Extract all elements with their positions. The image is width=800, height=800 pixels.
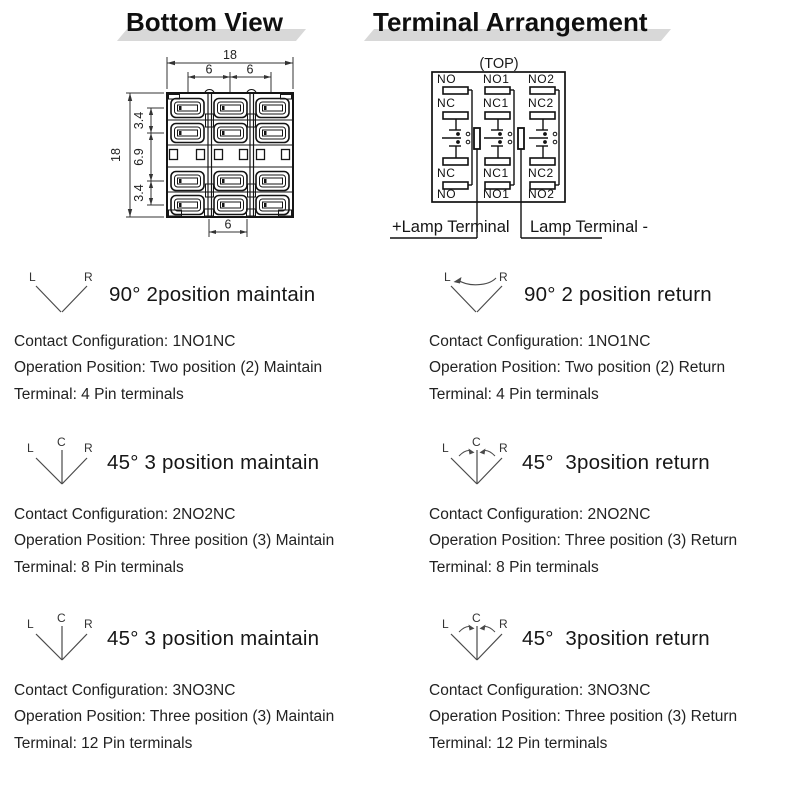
label-no-bot-2: NO1 (483, 187, 510, 201)
terminal-count: Terminal: 4 Pin terminals (14, 385, 184, 403)
bottom-view-heading: Bottom View (122, 5, 287, 40)
spec-45deg-3pos-return-3no3nc (429, 612, 737, 757)
bottom-view-diagram (95, 46, 315, 246)
icon-label-r: R (499, 617, 508, 631)
dim-row-mid: 6.9 (132, 148, 146, 166)
lever-3position-return-icon (439, 436, 515, 488)
terminal-arrangement-diagram (378, 50, 668, 246)
icon-label-r: R (499, 441, 508, 455)
spec-title: 45° 3position return (522, 451, 710, 474)
icon-label-l: L (444, 270, 451, 284)
operation-position: Operation Position: Three position (3) Maintain (14, 708, 335, 726)
operation-position: Operation Position: Three position (3) Maintain (14, 532, 335, 550)
spec-title: 90° 2position maintain (109, 283, 316, 306)
icon-label-r: R (84, 441, 93, 455)
spec-title: 45° 3 position maintain (107, 451, 320, 474)
label-nc-top-1: NC (437, 96, 456, 110)
icon-label-l: L (27, 617, 34, 631)
label-nc-top-2: NC1 (483, 96, 509, 110)
label-nc-bot-3: NC2 (528, 166, 554, 180)
lever-2position-maintain-icon (24, 268, 102, 318)
contact-configuration: Contact Configuration: 1NO1NC (429, 333, 651, 350)
top-label: (TOP) (479, 56, 519, 72)
terminal-arrangement-heading: Terminal Arrangement (369, 5, 652, 40)
icon-label-r: R (499, 270, 508, 284)
operation-position: Operation Position: Two position (2) Return (429, 359, 726, 377)
lever-3position-maintain-icon (24, 436, 100, 488)
dim-row-b: 3.4 (132, 184, 146, 202)
icon-label-c: C (472, 612, 481, 625)
label-no-top-1: NO (437, 72, 457, 86)
icon-label-r: R (84, 617, 93, 631)
dim-row-a: 3.4 (132, 111, 146, 130)
contact-configuration: Contact Configuration: 2NO2NC (429, 506, 651, 523)
label-nc-top-3: NC2 (528, 96, 554, 110)
icon-label-c: C (57, 436, 66, 449)
lever-3position-return-icon (439, 612, 515, 664)
label-no-bot-1: NO (437, 187, 457, 201)
terminal-capsules (170, 99, 290, 215)
icon-label-c: C (472, 436, 481, 449)
icon-label-l: L (27, 441, 34, 455)
contact-configuration: Contact Configuration: 1NO1NC (14, 333, 236, 350)
terminal-count: Terminal: 12 Pin terminals (429, 734, 608, 752)
spec-title: 45° 3position return (522, 627, 710, 650)
label-no-top-2: NO1 (483, 72, 510, 86)
switch-body-outline (167, 90, 293, 218)
operation-position: Operation Position: Two position (2) Maintain (14, 359, 323, 377)
lamp-terminal-plus-label: +Lamp Terminal (392, 218, 510, 236)
spec-90deg-2pos-return (429, 268, 725, 408)
spec-90deg-2pos-maintain (14, 268, 322, 408)
spec-45deg-3pos-maintain-2no2nc (14, 436, 334, 581)
icon-label-l: L (442, 441, 449, 455)
label-no-top-3: NO2 (528, 72, 555, 86)
return-arrowhead (454, 277, 462, 284)
terminal-count: Terminal: 12 Pin terminals (14, 734, 193, 752)
return-arrowhead-left (469, 625, 475, 631)
operation-position: Operation Position: Three position (3) Return (429, 708, 738, 726)
lamp-terminal-minus-label: Lamp Terminal - (530, 218, 648, 236)
lamp-terminal-labels (390, 218, 648, 238)
icon-label-l: L (29, 270, 36, 284)
spec-45deg-3pos-return-2no2nc (429, 436, 737, 581)
spec-45deg-3pos-maintain-3no3nc (14, 612, 334, 757)
dim-col-a: 6 (205, 62, 213, 77)
dim-left-height: 18 (109, 148, 123, 162)
contact-configuration: Contact Configuration: 3NO3NC (429, 682, 651, 699)
contact-configuration: Contact Configuration: 3NO3NC (14, 682, 236, 699)
dim-top-width: 18 (223, 48, 237, 62)
spec-title: 45° 3 position maintain (107, 627, 320, 650)
icon-label-c: C (57, 612, 66, 625)
terminal-count: Terminal: 8 Pin terminals (14, 558, 184, 576)
spec-title: 90° 2 position return (524, 283, 712, 306)
lever-3position-maintain-icon (24, 612, 100, 664)
return-arrowhead-right (480, 625, 486, 631)
icon-label-l: L (442, 617, 449, 631)
lever-2position-return-icon (439, 268, 517, 318)
label-nc-bot-1: NC (437, 166, 456, 180)
terminal-count: Terminal: 4 Pin terminals (429, 385, 599, 403)
return-arrowhead-left (469, 449, 475, 455)
operation-position: Operation Position: Three position (3) Return (429, 532, 738, 550)
label-no-bot-3: NO2 (528, 187, 555, 201)
icon-label-r: R (84, 270, 93, 284)
terminal-count: Terminal: 8 Pin terminals (429, 558, 599, 576)
return-arrowhead-right (480, 449, 486, 455)
contact-configuration: Contact Configuration: 2NO2NC (14, 506, 236, 523)
label-nc-bot-2: NC1 (483, 166, 509, 180)
dim-col-b: 6 (246, 62, 254, 77)
dim-bottom-width: 6 (224, 217, 232, 232)
dimension-lines (126, 57, 293, 237)
